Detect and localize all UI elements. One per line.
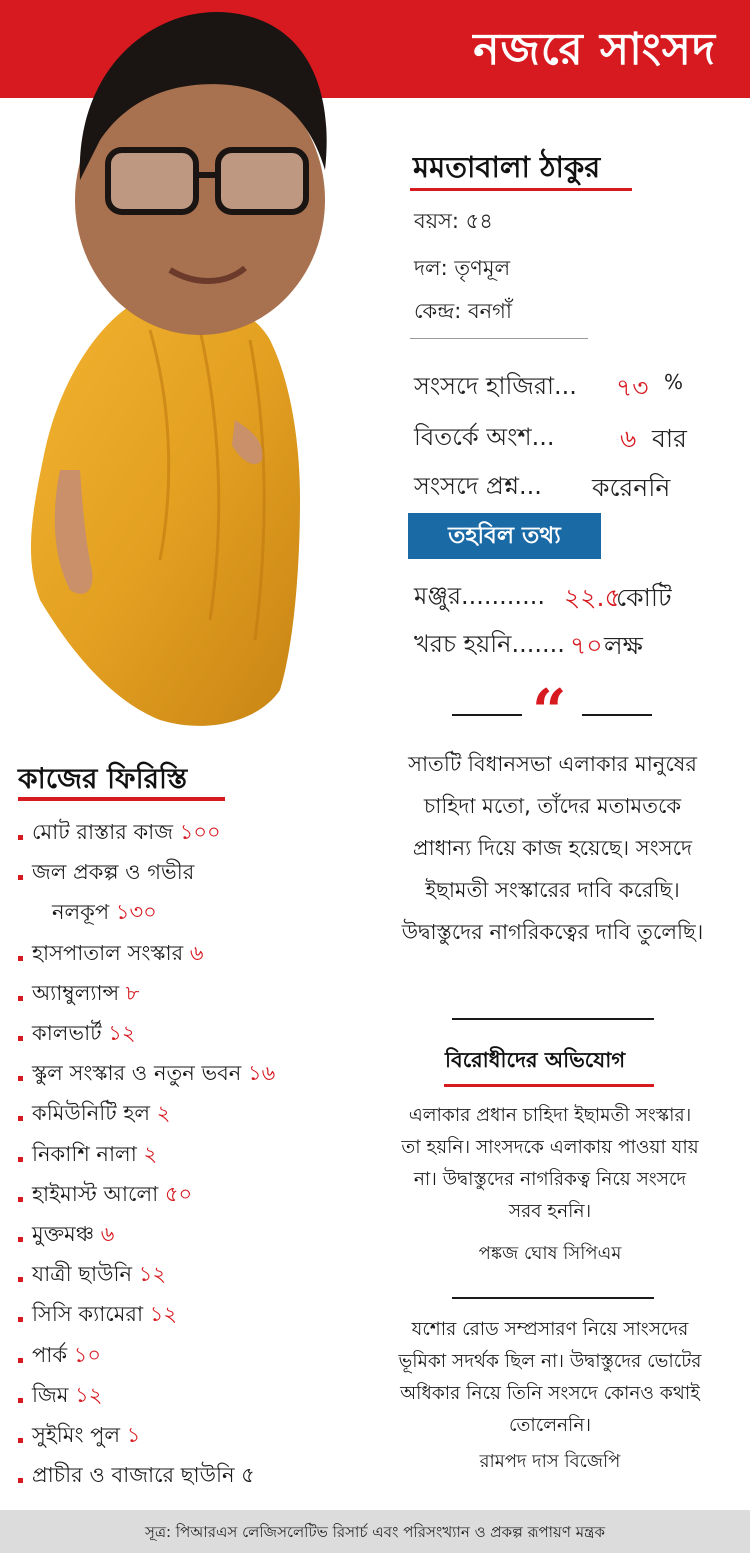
stat-attendance-unit: %: [664, 370, 684, 394]
name-underline: [410, 188, 632, 191]
work-label: সিসি ক্যামেরা: [32, 1302, 150, 1327]
work-value: ১: [126, 1423, 141, 1448]
works-title: কাজের ফিরিস্তি: [18, 762, 188, 795]
stat-debates-label: বিতর্কে অংশ...: [414, 423, 555, 451]
work-item: [18, 1174, 358, 1214]
claim-line: যশোর রোড সম্প্রসারণ নিয়ে সাংসদের: [411, 1319, 689, 1340]
opposition-underline: [444, 1084, 654, 1087]
work-item: [18, 1294, 358, 1334]
mp-quote: [360, 743, 745, 953]
claim-author: রামপদ দাস বিজেপি: [479, 1451, 621, 1472]
quote-line: প্রাধান্য দিয়ে কাজ হয়েছে। সংসদে: [412, 836, 693, 860]
claim-line: তা হয়নি। সাংসদকে এলাকায় পাওয়া যায়: [401, 1137, 699, 1158]
mp-portrait-image: [0, 0, 390, 740]
quote-line: উদ্বাস্তুদের নাগরিকত্বের দাবি তুলেছি।: [401, 920, 704, 944]
claim-line: এলাকার প্রধান চাহিদা ইছামতী সংস্কার।: [408, 1105, 692, 1126]
work-value: ৬: [189, 940, 204, 965]
work-label: সুইমিং পুল: [32, 1423, 127, 1448]
works-list: [18, 812, 358, 1495]
quote-line: সাতটি বিধানসভা এলাকার মানুষের: [408, 752, 697, 776]
quote-divider: [452, 677, 652, 747]
stat-questions: [414, 468, 714, 508]
work-item: [18, 1375, 358, 1415]
work-value: ৫০: [164, 1181, 193, 1206]
bullet-icon: [18, 996, 23, 1001]
work-item: [18, 933, 358, 973]
work-label: যাত্রী ছাউনি: [32, 1262, 139, 1287]
stat-questions-label: সংসদে প্রশ্ন...: [414, 472, 542, 500]
bullet-icon: [18, 1317, 23, 1322]
work-item: [18, 1013, 358, 1053]
stat-attendance-value: ৭৩: [616, 373, 649, 402]
fund-unspent: [414, 626, 714, 666]
bullet-icon: [18, 1358, 23, 1363]
work-item: [18, 973, 358, 1013]
work-label: মুক্তমঞ্চ: [32, 1222, 101, 1247]
work-label: মোট রাস্তার কাজ: [32, 820, 180, 844]
work-value: ১০০: [179, 820, 221, 844]
fund-badge: তহবিল তথ্য: [408, 513, 601, 559]
mp-age: বয়স: ৫৪: [414, 209, 493, 233]
quote-rule-right: [582, 714, 652, 716]
stat-debates-value: ৬: [620, 424, 637, 453]
bullet-icon: [18, 835, 23, 840]
work-value: ১৩০: [115, 900, 157, 925]
work-label: নিকাশি নালা: [32, 1141, 144, 1166]
opposition-claim-2: [352, 1314, 748, 1478]
work-label: নলকূপ: [52, 900, 116, 925]
fund-sanctioned-value: ২২.৫: [564, 583, 621, 612]
work-item: [18, 1254, 358, 1294]
bullet-icon: [18, 1157, 23, 1162]
bullet-icon: [18, 875, 23, 880]
works-underline: [18, 797, 225, 801]
work-item: [18, 812, 358, 852]
work-label: প্রাচীর ও বাজারে ছাউনি ৫: [32, 1463, 255, 1488]
bullet-icon: [18, 1478, 23, 1483]
claim-line: সরব হননি।: [508, 1201, 592, 1222]
bullet-icon: [18, 956, 23, 961]
work-value: ১২: [108, 1021, 136, 1046]
bullet-icon: [18, 1237, 23, 1242]
work-item: [18, 1214, 358, 1254]
work-value: ৮: [125, 980, 140, 1005]
claim-line: অধিকার নিয়ে তিনি সংসদে কোনও কথাই: [400, 1383, 700, 1404]
work-value: ৬: [100, 1222, 115, 1247]
fund-sanctioned-label: মঞ্জুর...........: [414, 582, 545, 610]
fund-unspent-value: ৭০: [570, 631, 603, 660]
work-value: ১২: [138, 1262, 166, 1287]
stat-attendance-label: সংসদে হাজিরা...: [414, 372, 577, 400]
profile-divider: [410, 338, 588, 339]
work-label: হাসপাতাল সংস্কার: [32, 940, 190, 965]
work-label: কমিউনিটি হল: [32, 1101, 157, 1126]
bullet-icon: [18, 1116, 23, 1121]
quote-mark-icon: “: [532, 677, 567, 747]
opposition-title: বিরোধীদের অভিযোগ: [445, 1048, 626, 1072]
work-item: [18, 1455, 358, 1495]
work-label: হাইমাস্ট আলো: [32, 1181, 165, 1206]
claim-line: না। উদ্বাস্তুদের নাগরিকত্ব নিয়ে সংসদে: [413, 1169, 687, 1190]
mp-constituency: কেন্দ্র: বনগাঁ: [414, 299, 513, 323]
stat-questions-unit: করেননি: [592, 473, 671, 502]
work-item: [18, 1335, 358, 1375]
bullet-icon: [18, 1277, 23, 1282]
claim-line: তোলেননি।: [509, 1415, 591, 1436]
work-label: জল প্রকল্প ও গভীর: [32, 860, 195, 885]
work-item: [18, 1134, 358, 1174]
mp-party: দল: তৃণমূল: [414, 256, 511, 280]
work-label: অ্যাম্বুল্যান্স: [32, 980, 126, 1005]
bullet-icon: [18, 1036, 23, 1041]
work-item: [18, 1415, 358, 1455]
quote-rule-left: [452, 714, 522, 716]
work-item: [18, 852, 358, 892]
work-label: স্কুল সংস্কার ও নতুন ভবন: [32, 1061, 248, 1086]
claim-line: ভূমিকা সদর্থক ছিল না। উদ্বাস্তুদের ভোটের: [398, 1351, 702, 1372]
work-value: ১৬: [248, 1061, 276, 1086]
work-item: [18, 1053, 358, 1093]
quote-line: চাহিদা মতো, তাঁদের মতামতকে: [423, 794, 682, 818]
work-value: ২: [143, 1141, 158, 1166]
work-label: জিম: [32, 1382, 76, 1407]
source-footer: [0, 1510, 750, 1553]
work-value: ১২: [75, 1382, 103, 1407]
work-item-continuation: [18, 892, 358, 932]
opposition-top-rule: [452, 1018, 654, 1020]
claim-author: পঙ্কজ ঘোষ সিপিএম: [478, 1243, 622, 1264]
stat-debates: [414, 419, 714, 459]
work-item: [18, 1093, 358, 1133]
bullet-icon: [18, 1197, 23, 1202]
fund-unspent-label: খরচ হয়নি.......: [414, 630, 565, 658]
bullet-icon: [18, 1398, 23, 1403]
work-label: কালভার্ট: [32, 1021, 109, 1046]
fund-sanctioned: [414, 578, 714, 618]
work-value: ১২: [149, 1302, 178, 1327]
quote-line: ইছামতী সংস্কারের দাবি করেছি।: [425, 878, 680, 902]
stat-attendance: [414, 368, 714, 408]
fund-unspent-unit: লক্ষ: [604, 631, 643, 660]
opposition-claim-1: [352, 1100, 748, 1270]
bullet-icon: [18, 1438, 23, 1443]
fund-sanctioned-unit: কোটি: [616, 583, 672, 612]
work-value: ১০: [73, 1342, 101, 1367]
opposition-mid-rule: [452, 1297, 654, 1299]
mp-name: মমতাবালা ঠাকুর: [413, 150, 601, 184]
page-title: নজরে সাংসদ: [473, 24, 716, 75]
work-value: ২: [156, 1101, 171, 1126]
stat-debates-unit: বার: [652, 424, 687, 453]
work-label: পার্ক: [32, 1342, 74, 1367]
source-text: সূত্র: পিআরএস লেজিসলেটিভ রিসার্চ এবং পরিসংখ্যান ও প্রকল্প রূপায়ণ মন্ত্রক: [145, 1523, 605, 1541]
bullet-icon: [18, 1076, 23, 1081]
